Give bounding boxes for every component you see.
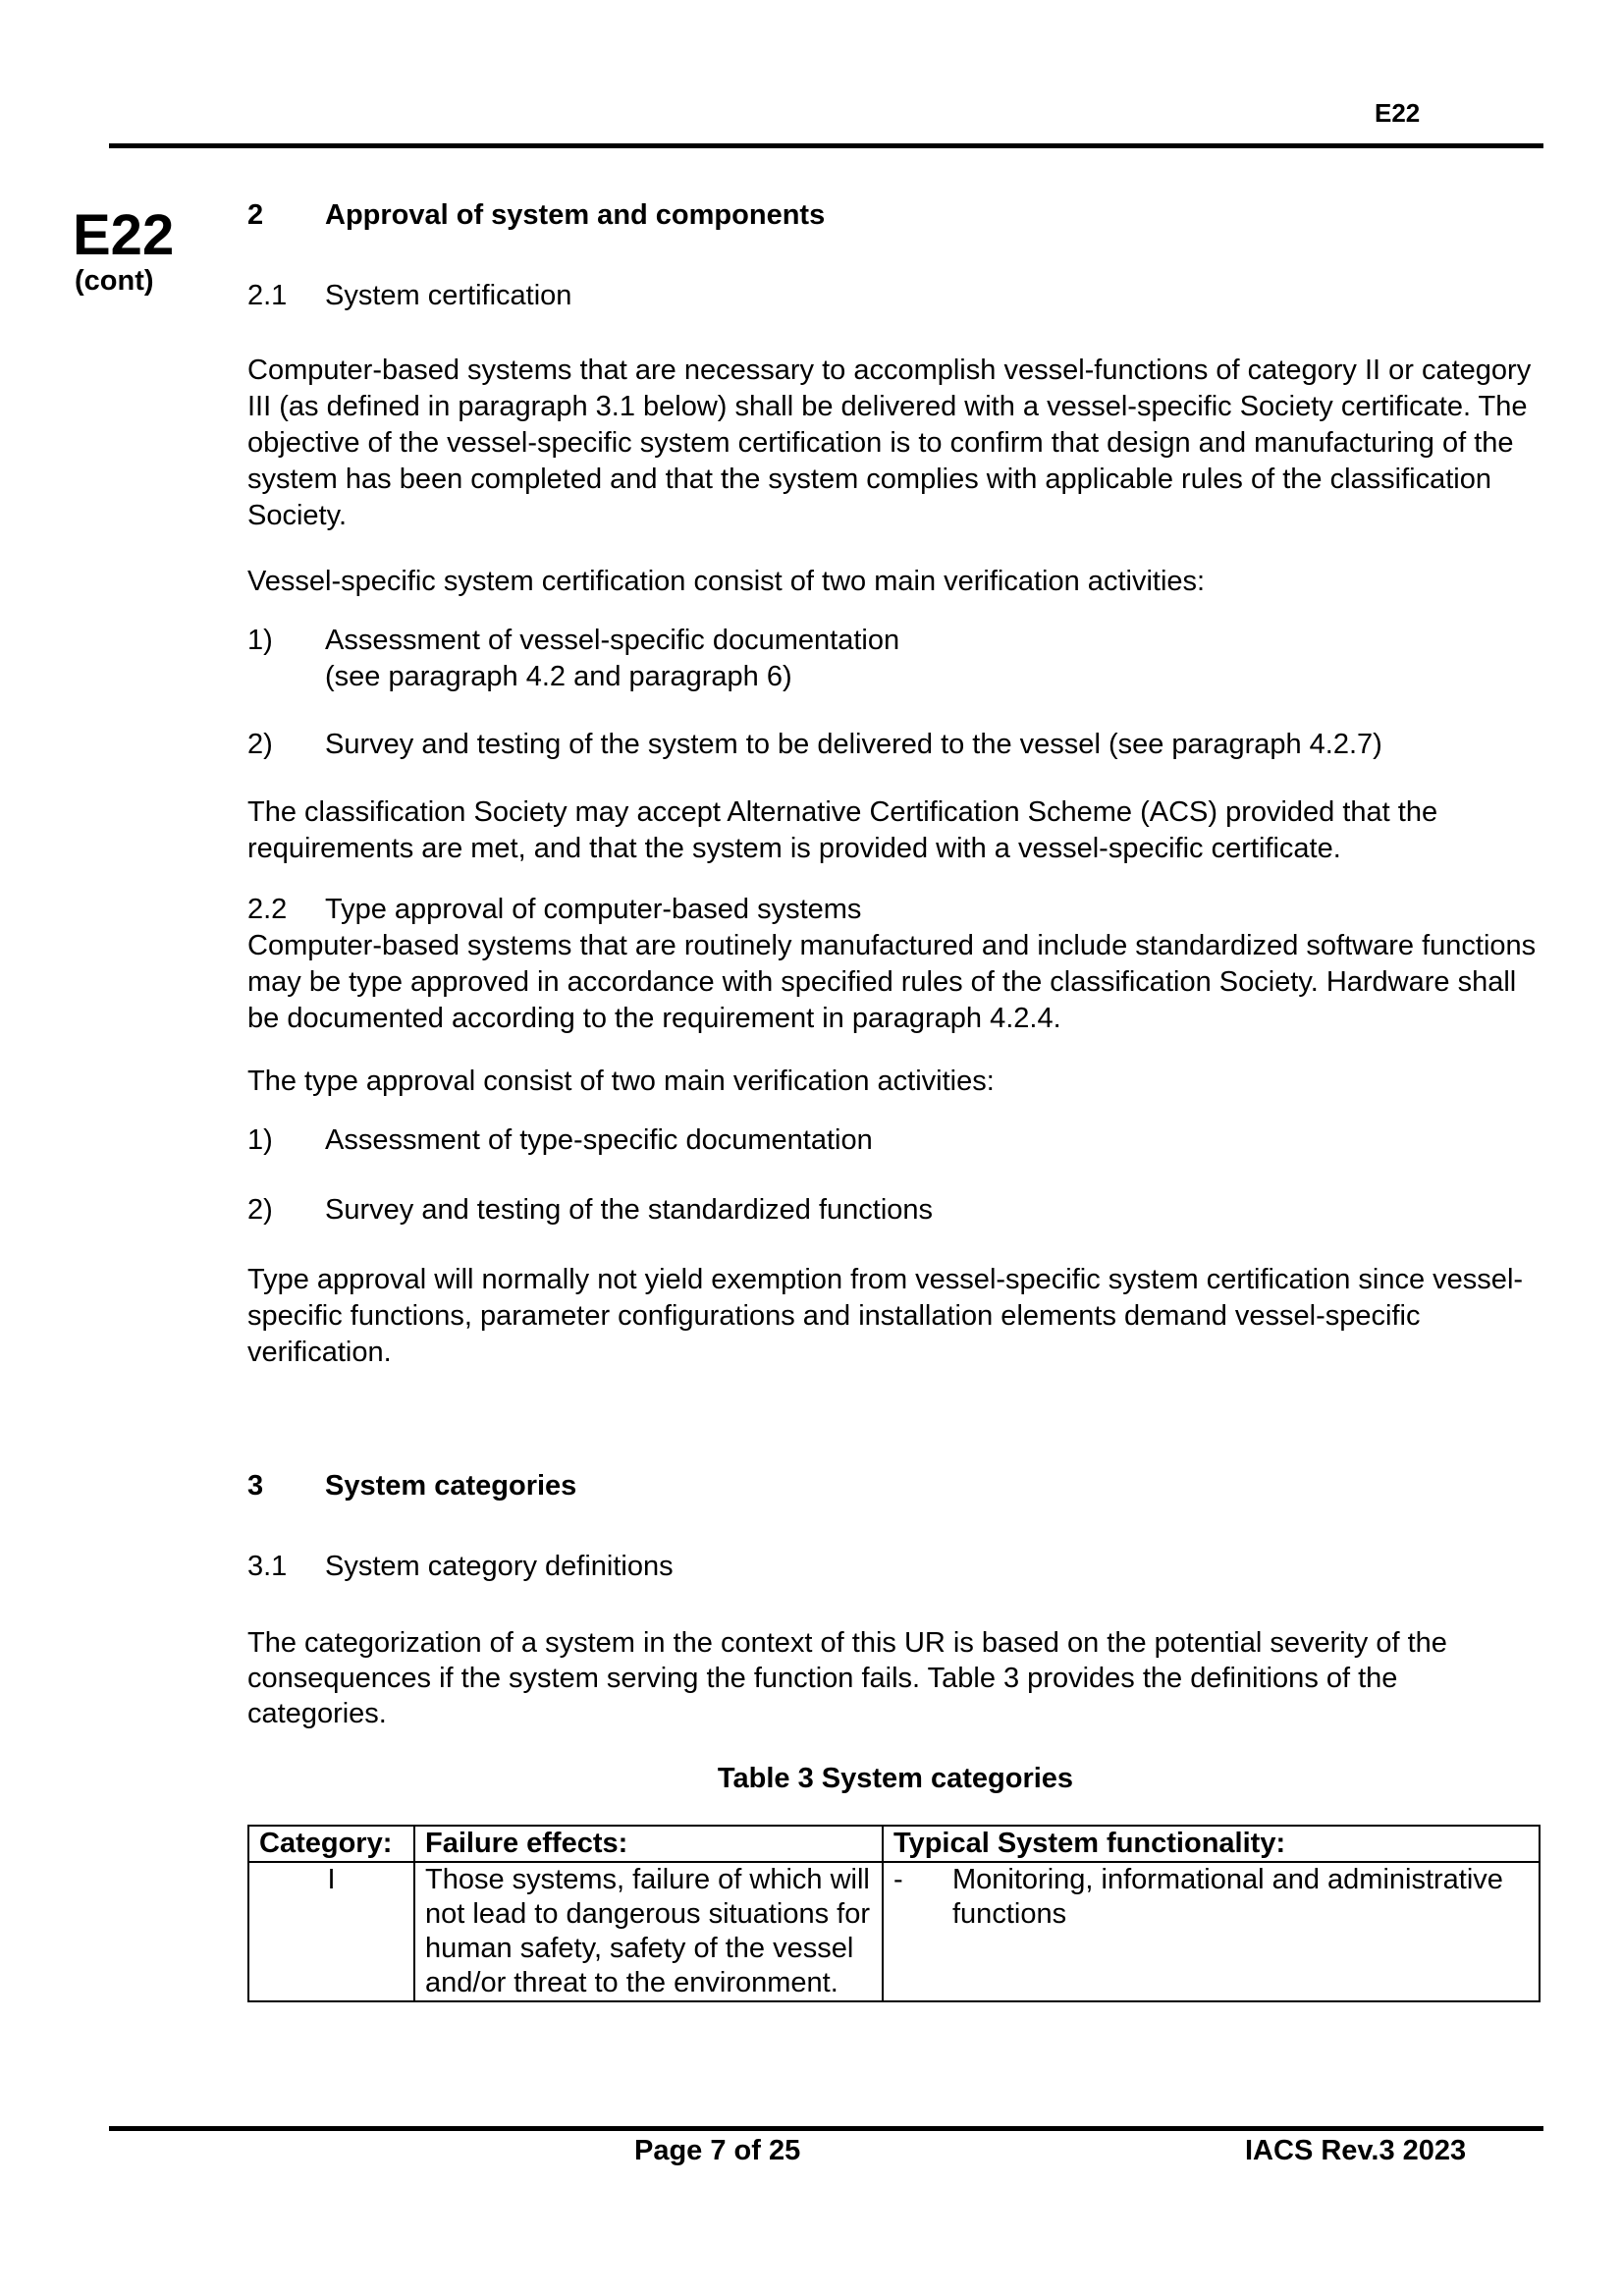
list-item-text: Survey and testing of the system to be delivered to the vessel (see paragraph 4.2.7): [325, 729, 1382, 760]
column-header-category: Category:: [248, 1826, 414, 1862]
subsection-2-1-heading: [247, 278, 1543, 314]
list-item-number: 2): [247, 729, 273, 760]
functionality-cell: [883, 1862, 1540, 2001]
subsection-2-1-title: System certification: [325, 280, 572, 311]
system-categories-table: [247, 1825, 1541, 2002]
column-header-functionality: Typical System functionality:: [883, 1826, 1540, 1862]
header-code: E22: [1375, 98, 1421, 128]
section-2-number: 2: [247, 199, 264, 231]
side-code: E22: [73, 203, 175, 267]
paragraph-2-1-a: Computer-based systems that are necessary to accomplish vessel-functions of category II or category III (as defined in paragraph 3.1 below) shall be delivered with a vessel-specific Society certificate. The objective of the vessel-specific system certification is to confirm that design and manufacturing of the system has been completed and that the system complies with applicable rules of the classification Society.: [247, 355, 1532, 531]
footer-rule: [109, 2126, 1543, 2131]
functionality-text: Monitoring, informational and administrative functions: [952, 1864, 1503, 1930]
list-item: [247, 1122, 1543, 1159]
list-item-text: Assessment of vessel-specific documentation: [325, 625, 900, 656]
list-item-number: 2): [247, 1194, 273, 1226]
column-header-failure-effects: Failure effects:: [414, 1826, 883, 1862]
list-item-text: (see paragraph 4.2 and paragraph 6): [325, 661, 792, 692]
subsection-2-2-heading: [247, 892, 1543, 928]
subsection-2-2-title: Type approval of computer-based systems: [325, 894, 862, 925]
section-2-heading: [247, 197, 1543, 234]
section-3-number: 3: [247, 1470, 264, 1502]
header-rule: [109, 143, 1543, 148]
table-row: [248, 1862, 1540, 2001]
paragraph-2-2-c: Type approval will normally not yield exemption from vessel-specific system certification since vessel-specific functions, parameter configurations and installation elements demand vessel-specific verification.: [247, 1264, 1524, 1368]
paragraph-2-1-b: Vessel-specific system certification consist of two main verification activities:: [247, 566, 1206, 597]
subsection-3-1-title: System category definitions: [325, 1551, 674, 1582]
list-item: [247, 623, 1543, 695]
page-number: Page 7 of 25: [634, 2135, 801, 2166]
list-item-text: Assessment of type-specific documentation: [325, 1124, 873, 1156]
subsection-3-1-heading: [247, 1549, 1543, 1585]
side-cont: (cont): [75, 265, 154, 297]
subsection-2-2-number: 2.2: [247, 894, 288, 925]
paragraph-2-2-b: The type approval consist of two main verification activities:: [247, 1066, 995, 1097]
list-item-text: Survey and testing of the standardized functions: [325, 1194, 934, 1226]
section-2-title: Approval of system and components: [325, 199, 826, 231]
list-item-number: 1): [247, 1124, 273, 1156]
list-item: [247, 727, 1543, 763]
table-caption: Table 3 System categories: [717, 1763, 1074, 1794]
dash-bullet: -: [893, 1864, 903, 1895]
table-header-row: [248, 1826, 1540, 1862]
subsection-2-1-number: 2.1: [247, 280, 288, 311]
list-item: [247, 1192, 1543, 1229]
category-cell: I: [248, 1862, 414, 2001]
paragraph-2-1-c: The classification Society may accept Alternative Certification Scheme (ACS) provided that the requirements are met, and that the system is provided with a vessel-specific certificate.: [247, 796, 1438, 864]
section-3-heading: [247, 1468, 1543, 1504]
paragraph-3-1: The categorization of a system in the context of this UR is based on the potential severity of the consequences if the system serving the function fails. Table 3 provides the definitions of the categories.: [247, 1627, 1447, 1729]
subsection-3-1-number: 3.1: [247, 1551, 288, 1582]
paragraph-2-2-a: Computer-based systems that are routinely manufactured and include standardized software functions may be type approved in accordance with specified rules of the classification Society. Hardware shall be documented according to the requirement in paragraph 4.2.4.: [247, 930, 1537, 1034]
list-item-number: 1): [247, 625, 273, 656]
revision-label: IACS Rev.3 2023: [1245, 2135, 1467, 2166]
section-3-title: System categories: [325, 1470, 577, 1502]
failure-effects-cell: Those systems, failure of which will not lead to dangerous situations for human safety, safety of the vessel and/or threat to the environment.: [414, 1862, 883, 2001]
